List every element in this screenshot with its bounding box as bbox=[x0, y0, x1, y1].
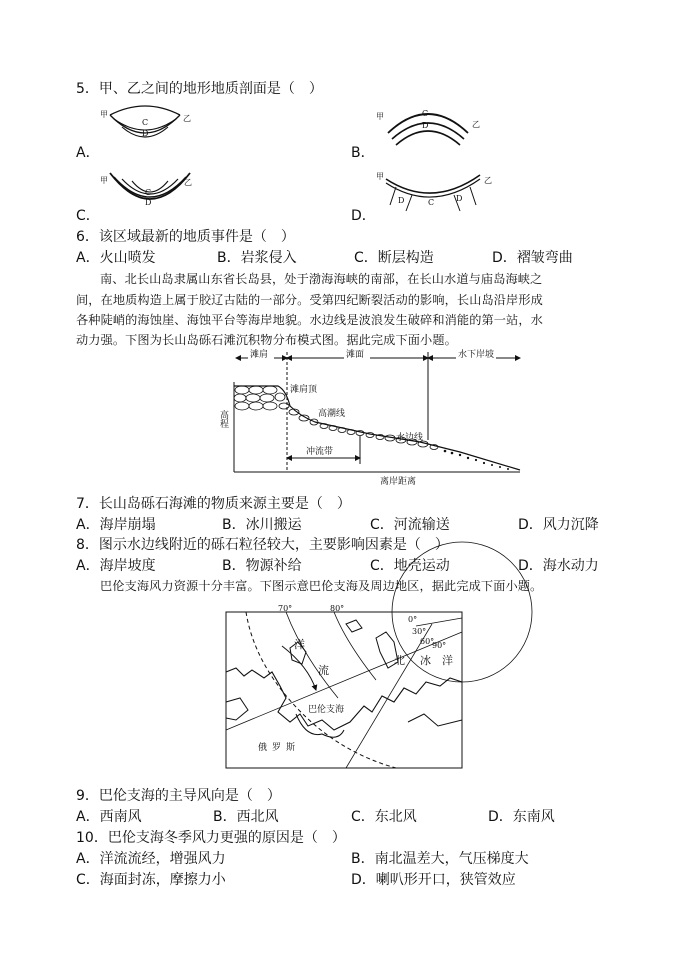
map-text-current: 流 bbox=[318, 664, 329, 677]
map-lon-80: 80° bbox=[330, 604, 345, 613]
q10-option-d[interactable]: D．喇叭形开口，狭管效应 bbox=[351, 872, 516, 888]
label-high-tide-line: 高潮线 bbox=[318, 409, 346, 419]
passage1-line-4: 动力强。下图为长山岛砾石滩沉积物分布模式图。据此完成下面小题。 bbox=[76, 333, 457, 347]
map-label-barents-sea: 巴伦支海 bbox=[308, 705, 345, 715]
q5a-left-label: 甲 bbox=[100, 110, 108, 119]
map-lat-30: 30° bbox=[412, 627, 427, 636]
map-lon-70: 70° bbox=[278, 604, 293, 613]
q5c-layer-c: C bbox=[145, 188, 152, 197]
q10-stem: 10．巴伦支海冬季风力更强的原因是（ ） bbox=[76, 830, 346, 846]
q10-option-c[interactable]: C．海面封冻，摩擦力小 bbox=[76, 872, 226, 888]
label-berm-crest: 滩肩顶 bbox=[290, 385, 318, 395]
q8-option-a[interactable]: A．海岸坡度 bbox=[76, 558, 156, 574]
x-axis-label: 离岸距离 bbox=[380, 477, 417, 487]
q7-option-b[interactable]: B．冰川搬运 bbox=[222, 517, 302, 533]
q5-option-a-letter[interactable]: A． bbox=[76, 145, 100, 161]
q6-option-d[interactable]: D．褶皱弯曲 bbox=[492, 250, 573, 266]
map-text-north: 北 bbox=[394, 654, 405, 667]
map-lat-60: 60° bbox=[420, 637, 435, 646]
map-text-russia-1: 俄 bbox=[258, 743, 268, 753]
passage1-line-2: 间，在地质构造上属于胶辽古陆的一部分。受第四纪断裂活动的影响，长山岛沿岸形成 bbox=[76, 293, 543, 307]
q5-stem: 5．甲、乙之间的地形地质剖面是（ ） bbox=[76, 81, 323, 97]
map-lat-90: 90° bbox=[432, 641, 447, 650]
beach-sediment-diagram bbox=[220, 346, 530, 486]
q10-option-b[interactable]: B．南北温差大，气压梯度大 bbox=[351, 851, 529, 867]
q6-option-c[interactable]: C．断层构造 bbox=[354, 250, 434, 266]
q5b-layer-d: D bbox=[422, 121, 429, 130]
q5d-right-label: 乙 bbox=[484, 176, 492, 185]
map-lat-0: 0° bbox=[408, 615, 418, 624]
zone-beach-face: 滩面 bbox=[346, 350, 365, 360]
q6-option-a[interactable]: A．火山喷发 bbox=[76, 250, 156, 266]
q9-option-c[interactable]: C．东北风 bbox=[351, 809, 417, 825]
zone-berm: 滩肩 bbox=[250, 350, 269, 360]
q5a-layer-d: D bbox=[142, 129, 149, 138]
q9-stem: 9．巴伦支海的主导风向是（ ） bbox=[76, 788, 281, 804]
q10-option-a[interactable]: A．洋流流经，增强风力 bbox=[76, 851, 226, 867]
q8-option-d[interactable]: D．海水动力 bbox=[518, 558, 599, 574]
q9-option-b[interactable]: B．西北风 bbox=[213, 809, 279, 825]
q5c-layer-d: D bbox=[145, 198, 152, 207]
label-waterline: 水边线 bbox=[396, 433, 424, 443]
q8-option-c[interactable]: C．地壳运动 bbox=[370, 558, 450, 574]
q5-diagram-c bbox=[100, 165, 200, 217]
zone-underwater-slope: 水下岸坡 bbox=[458, 350, 495, 360]
q7-stem: 7．长山岛砾石海滩的物质来源主要是（ ） bbox=[76, 496, 351, 512]
q7-option-c[interactable]: C．河流输送 bbox=[370, 517, 450, 533]
label-swash-zone: 冲流带 bbox=[306, 447, 334, 457]
barents-sea-map bbox=[226, 602, 466, 770]
q6-stem: 6．该区域最新的地质事件是（ ） bbox=[76, 229, 295, 245]
q5a-layer-c: C bbox=[142, 118, 149, 127]
q5b-layer-c: C bbox=[422, 109, 429, 118]
map-text-ocean: 洋 bbox=[294, 638, 305, 651]
q8-option-b[interactable]: B．物源补给 bbox=[222, 558, 302, 574]
q8-stem: 8．图示水边线附近的砾石粒径较大，主要影响因素是（ ） bbox=[76, 537, 449, 553]
q5d-left-label: 甲 bbox=[376, 172, 384, 181]
q5a-right-label: 乙 bbox=[183, 114, 191, 123]
map-text-ocean2: 洋 bbox=[442, 654, 453, 667]
passage2: 巴伦支海风力资源十分丰富。下图示意巴伦支海及周边地区，据此完成下面小题。 bbox=[100, 579, 543, 593]
map-text-russia-2: 罗 bbox=[272, 743, 282, 753]
q5b-right-label: 乙 bbox=[472, 120, 480, 129]
q5-option-c-letter[interactable]: C． bbox=[76, 208, 100, 224]
q5c-left-label: 甲 bbox=[100, 176, 108, 185]
passage1-line-1: 南、北长山岛隶属山东省长岛县，处于渤海海峡的南部，在长山水道与庙岛海峡之 bbox=[100, 272, 543, 286]
q7-option-a[interactable]: A．海岸崩塌 bbox=[76, 517, 156, 533]
map-text-russia-3: 斯 bbox=[286, 743, 296, 753]
q5d-layer-d1: D bbox=[398, 196, 405, 205]
q5b-left-label: 甲 bbox=[376, 112, 384, 121]
map-text-ice: 冰 bbox=[420, 654, 431, 667]
passage1-line-3: 各种陡峭的海蚀崖、海蚀平台等海岸地貌。水边线是波浪发生破碎和消能的第一站，水 bbox=[76, 313, 543, 327]
q5-diagram-b bbox=[376, 103, 486, 155]
q6-option-b[interactable]: B．岩浆侵入 bbox=[217, 250, 297, 266]
q7-option-d[interactable]: D．风力沉降 bbox=[518, 517, 599, 533]
q5-option-b-letter[interactable]: B． bbox=[351, 145, 375, 161]
q9-option-d[interactable]: D．东南风 bbox=[488, 809, 555, 825]
y-axis-label: 高程 bbox=[218, 410, 228, 428]
q5-diagram-d bbox=[376, 165, 496, 217]
q5c-right-label: 乙 bbox=[184, 178, 192, 187]
q5-option-d-letter[interactable]: D． bbox=[351, 208, 376, 224]
q5d-layer-c: C bbox=[428, 198, 435, 207]
q9-option-a[interactable]: A．西南风 bbox=[76, 809, 142, 825]
q5d-layer-d2: D bbox=[456, 194, 463, 203]
q5-diagram-a bbox=[100, 103, 190, 155]
